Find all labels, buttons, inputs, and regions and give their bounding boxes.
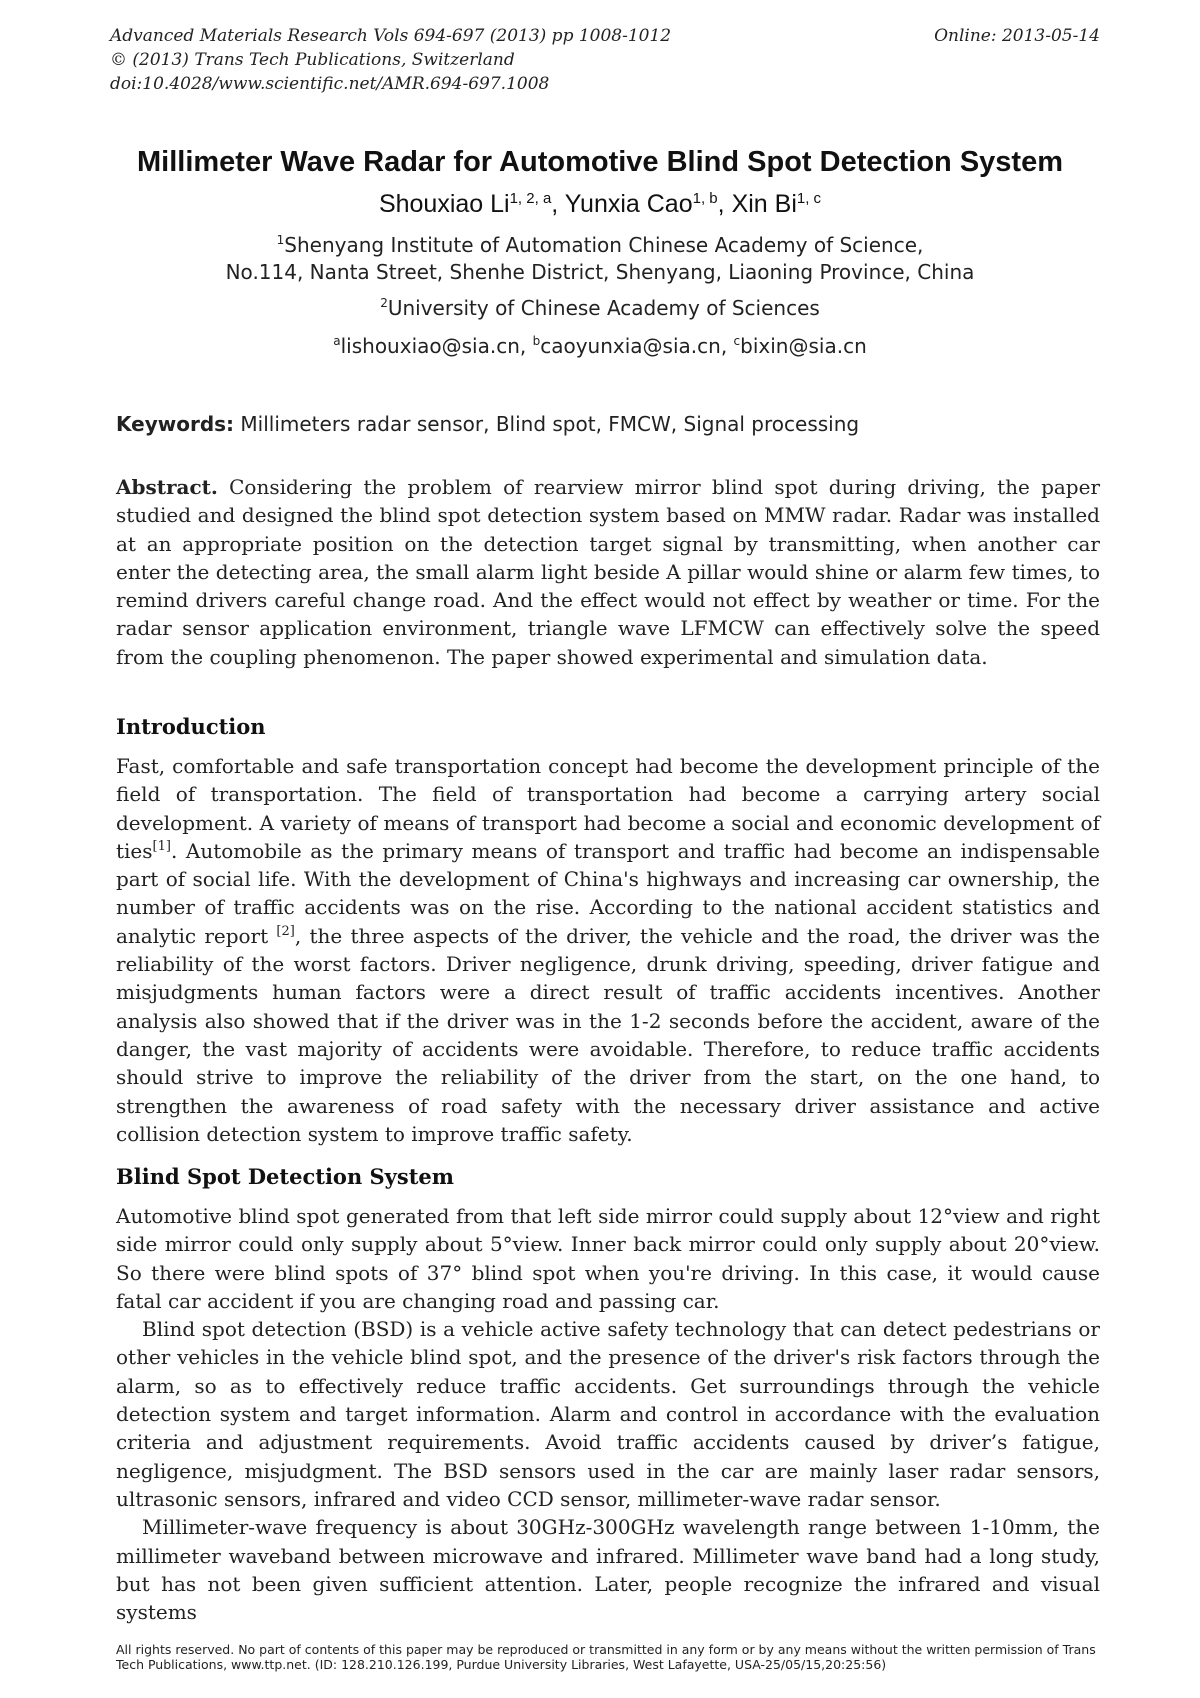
section-heading-blind-spot-detection: Blind Spot Detection System	[116, 1164, 454, 1189]
author-name: Shouxiao Li	[378, 190, 510, 218]
abstract-text: Considering the problem of rearview mirror blind spot during driving, the paper studied and designed the blind spot detection system based on MMW radar. Radar was installed at an appropriate position on the detection target signal by transmitting, when another car enter the detecting area, the small alarm light beside A pillar would shine or alarm few times, to remind drivers careful change road. And the effect would not effect by weather or time. For the radar sensor application environment, triangle wave LFMCW can effectively solve the speed from the coupling phenomenon. The paper showed experimental and simulation data.	[116, 475, 1100, 669]
keywords	[116, 412, 1100, 436]
section-heading-introduction: Introduction	[116, 714, 266, 739]
email-address: caoyunxia@sia.cn	[540, 334, 721, 358]
author-affiliation-marker: 1, 2, a	[509, 190, 552, 207]
author-list	[0, 190, 1200, 219]
email-address: bixin@sia.cn	[740, 334, 867, 358]
copyright-line: © (2013) Trans Tech Publications, Switzerland	[110, 50, 515, 70]
paragraph: Millimeter-wave frequency is about 30GHz-300GHz wavelength range between 1-10mm, the millimeter waveband between microwave and infrared. Millimeter wave band had a long study, but has not been given sufficient attention. Later, people recognize the infrared and visual systems	[116, 1515, 1100, 1625]
blind-spot-section-body	[116, 1202, 1100, 1626]
copyright-footer: All rights reserved. No part of contents of this paper may be reproduced or transmitted in any form or by any means without the written permission of Trans Tech Publications, www.ttp.net. (ID: 128.210.126.199, Purdue University Libraries, West Lafayette, USA-25/05/15,20:25:56)	[116, 1642, 1096, 1672]
online-date: Online: 2013-05-14	[934, 26, 1100, 46]
author-separator: ,	[717, 190, 732, 218]
abstract	[116, 473, 1100, 671]
doi-line: doi:10.4028/www.scientific.net/AMR.694-697.1008	[110, 74, 550, 94]
affiliation-marker: 1	[276, 233, 285, 247]
email-marker: c	[733, 334, 741, 348]
affiliation-1-line-2: No.114, Nanta Street, Shenhe District, Shenyang, Liaoning Province, China	[225, 260, 975, 284]
author-affiliation-marker: 1, c	[796, 190, 822, 207]
journal-citation: Advanced Materials Research Vols 694-697 (2013) pp 1008-1012	[110, 26, 672, 46]
abstract-label: Abstract.	[116, 475, 218, 499]
keywords-label: Keywords:	[116, 412, 235, 436]
email-marker: a	[333, 334, 341, 348]
paragraph: Automotive blind spot generated from that left side mirror could supply about 12°view and right side mirror could only supply about 5°view. Inner back mirror could only supply about 20°view. So there were blind spots of 37° blind spot when you're driving. In this case, it would cause fatal car accident if you are changing road and passing car.	[116, 1204, 1100, 1313]
author-affiliation-marker: 1, b	[692, 190, 718, 207]
citation-reference: [1]	[152, 838, 171, 854]
paper-title: Millimeter Wave Radar for Automotive Blind Spot Detection System	[136, 146, 1063, 178]
author-name: Yunxia Cao	[564, 190, 693, 218]
email-marker: b	[532, 334, 541, 348]
author-separator: ,	[551, 190, 565, 218]
affiliation-2: $^2$University of Chinese Academy of Sciences	[380, 296, 820, 320]
affiliation-1-line-1: $^1$Shenyang Institute of Automation Chinese Academy of Science,	[276, 233, 924, 257]
author-name: Xin Bi	[731, 190, 797, 218]
author-emails: $^a$lishouxiao@sia.cn, $^b$caoyunxia@sia.cn, $^c$bixin@sia.cn	[333, 334, 867, 358]
keywords-text: Millimeters radar sensor, Blind spot, FMCW, Signal processing	[234, 412, 860, 436]
email-address: lishouxiao@sia.cn	[340, 334, 520, 358]
affiliation-marker: 2	[380, 296, 388, 310]
paragraph: Blind spot detection (BSD) is a vehicle active safety technology that can detect pedestrians or other vehicles in the vehicle blind spot, and the presence of the driver's risk factors through the alarm, so as to effectively reduce traffic accidents. Get surroundings through the vehicle detection system and target information. Alarm and control in accordance with the evaluation criteria and adjustment requirements. Avoid traffic accidents caused by driver’s fatigue, negligence, misjudgment. The BSD sensors used in the car are mainly laser radar sensors, ultrasonic sensors, infrared and video CCD sensor, millimeter-wave radar sensor.	[116, 1317, 1100, 1511]
introduction-paragraph: Fast, comfortable and safe transportation concept had become the development principle of the field of transportation. The field of transportation had become a carrying artery social development. A variety of means of transport had become a social and economic development of ties[1]. Automobile as the primary means of transport and traffic had become an indispensable part of social life. With the development of China's highways and increasing car ownership, the number of traffic accidents was on the rise. According to the national accident statistics and analytic report [2], the three aspects of the driver, the vehicle and the road, the driver was the reliability of the worst factors. Driver negligence, drunk driving, speeding, driver fatigue and misjudgments human factors were a direct result of traffic accidents incentives. Another analysis also showed that if the driver was in the 1-2 seconds before the accident, aware of the danger, the vast majority of accidents were avoidable. Therefore, to reduce traffic accidents should strive to improve the reliability of the driver from the start, on the one hand, to strengthen the awareness of road safety with the necessary driver assistance and active collision detection system to improve traffic safety.	[116, 754, 1100, 1146]
journal-header	[110, 24, 1100, 96]
citation-reference: [2]	[276, 923, 295, 939]
